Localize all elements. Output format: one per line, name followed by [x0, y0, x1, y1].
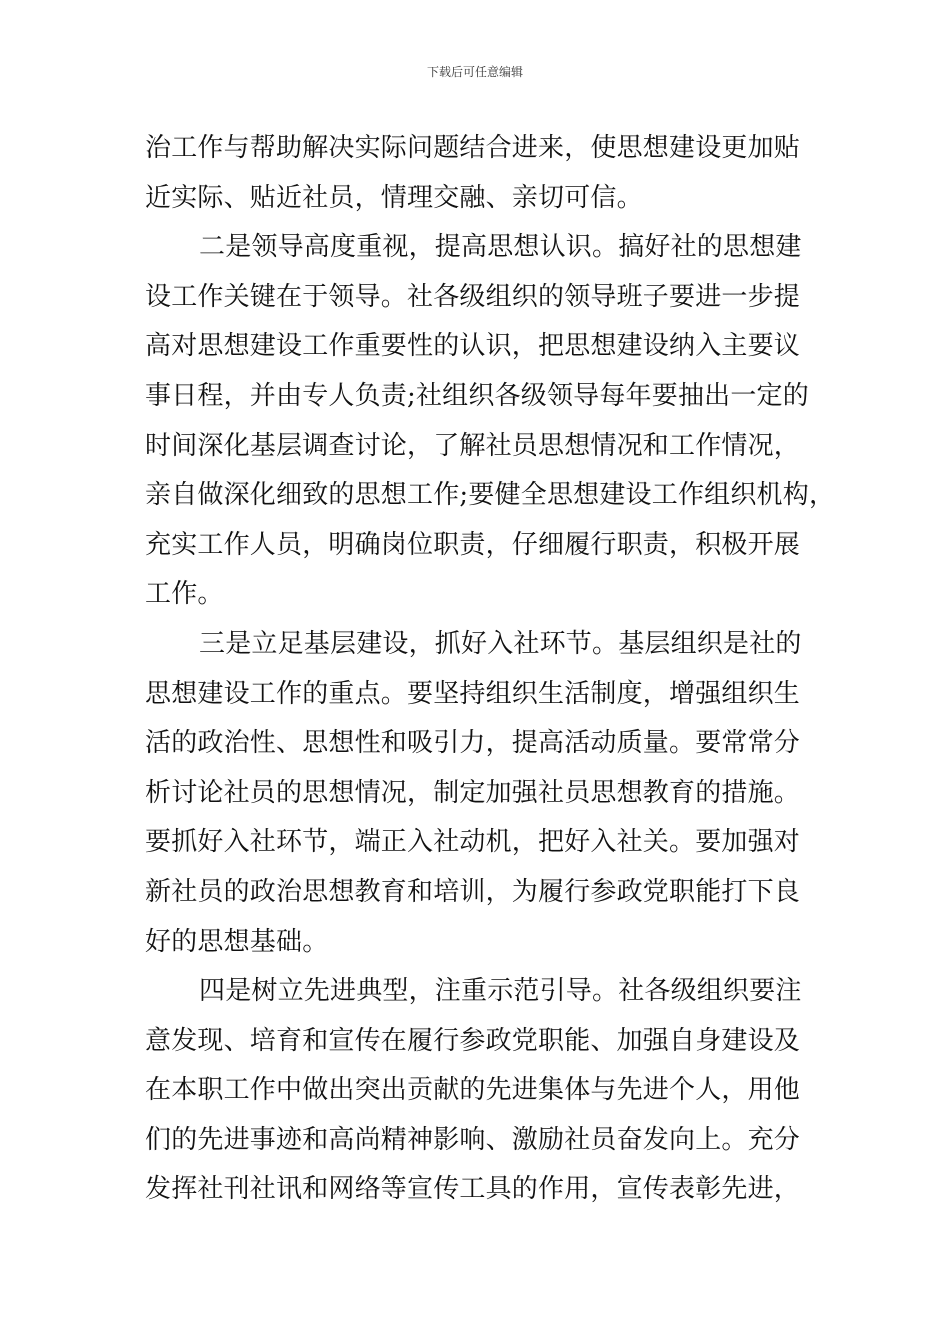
text-line: 高对思想建设工作重要性的认识，把思想建设纳入主要议	[145, 331, 801, 362]
text-line: 设工作关键在于领导。社各级组织的领导班子要进一步提	[145, 281, 801, 312]
text-line: 发挥社刊社讯和网络等宣传工具的作用，宣传表彰先进，	[145, 1174, 801, 1205]
text-line: 活的政治性、思想性和吸引力，提高活动质量。要常常分	[145, 728, 801, 759]
paragraph-start-line: 三是立足基层建设，抓好入社环节。基层组织是社的	[199, 628, 802, 659]
document-body	[145, 124, 836, 1215]
text-line: 时间深化基层调查讨论，了解社员思想情况和工作情况，	[145, 430, 801, 461]
text-line: 工作。	[145, 579, 224, 610]
paragraph-start-line: 二是领导高度重视，提高思想认识。搞好社的思想建	[199, 232, 802, 263]
text-line: 析讨论社员的思想情况，制定加强社员思想教育的措施。	[145, 777, 801, 808]
text-line: 亲自做深化细致的思想工作;要健全思想建设工作组织机构，	[145, 480, 836, 511]
text-line: 要抓好入社环节，端正入社动机，把好入社关。要加强对	[145, 827, 801, 858]
text-line: 充实工作人员，明确岗位职责，仔细履行职责，积极开展	[145, 529, 801, 560]
text-line: 们的先进事迹和高尚精神影响、激励社员奋发向上。充分	[145, 1124, 801, 1155]
text-line: 好的思想基础。	[145, 926, 329, 957]
text-line: 在本职工作中做出突出贡献的先进集体与先进个人，用他	[145, 1075, 801, 1106]
text-line: 事日程，并由专人负责;社组织各级领导每年要抽出一定的	[145, 380, 809, 411]
text-line: 思想建设工作的重点。要坚持组织生活制度，增强组织生	[145, 678, 801, 709]
page-header: 下载后可任意编辑	[426, 65, 523, 79]
text-line: 意发现、培育和宣传在履行参政党职能、加强自身建设及	[145, 1025, 801, 1056]
text-line: 新社员的政治思想教育和培训，为履行参政党职能打下良	[145, 876, 801, 907]
text-line: 治工作与帮助解决实际问题结合进来，使思想建设更加贴	[145, 133, 801, 163]
text-line: 近实际、贴近社员，情理交融、亲切可信。	[145, 182, 643, 213]
paragraph-start-line: 四是树立先进典型，注重示范引导。社各级组织要注	[199, 976, 802, 1007]
